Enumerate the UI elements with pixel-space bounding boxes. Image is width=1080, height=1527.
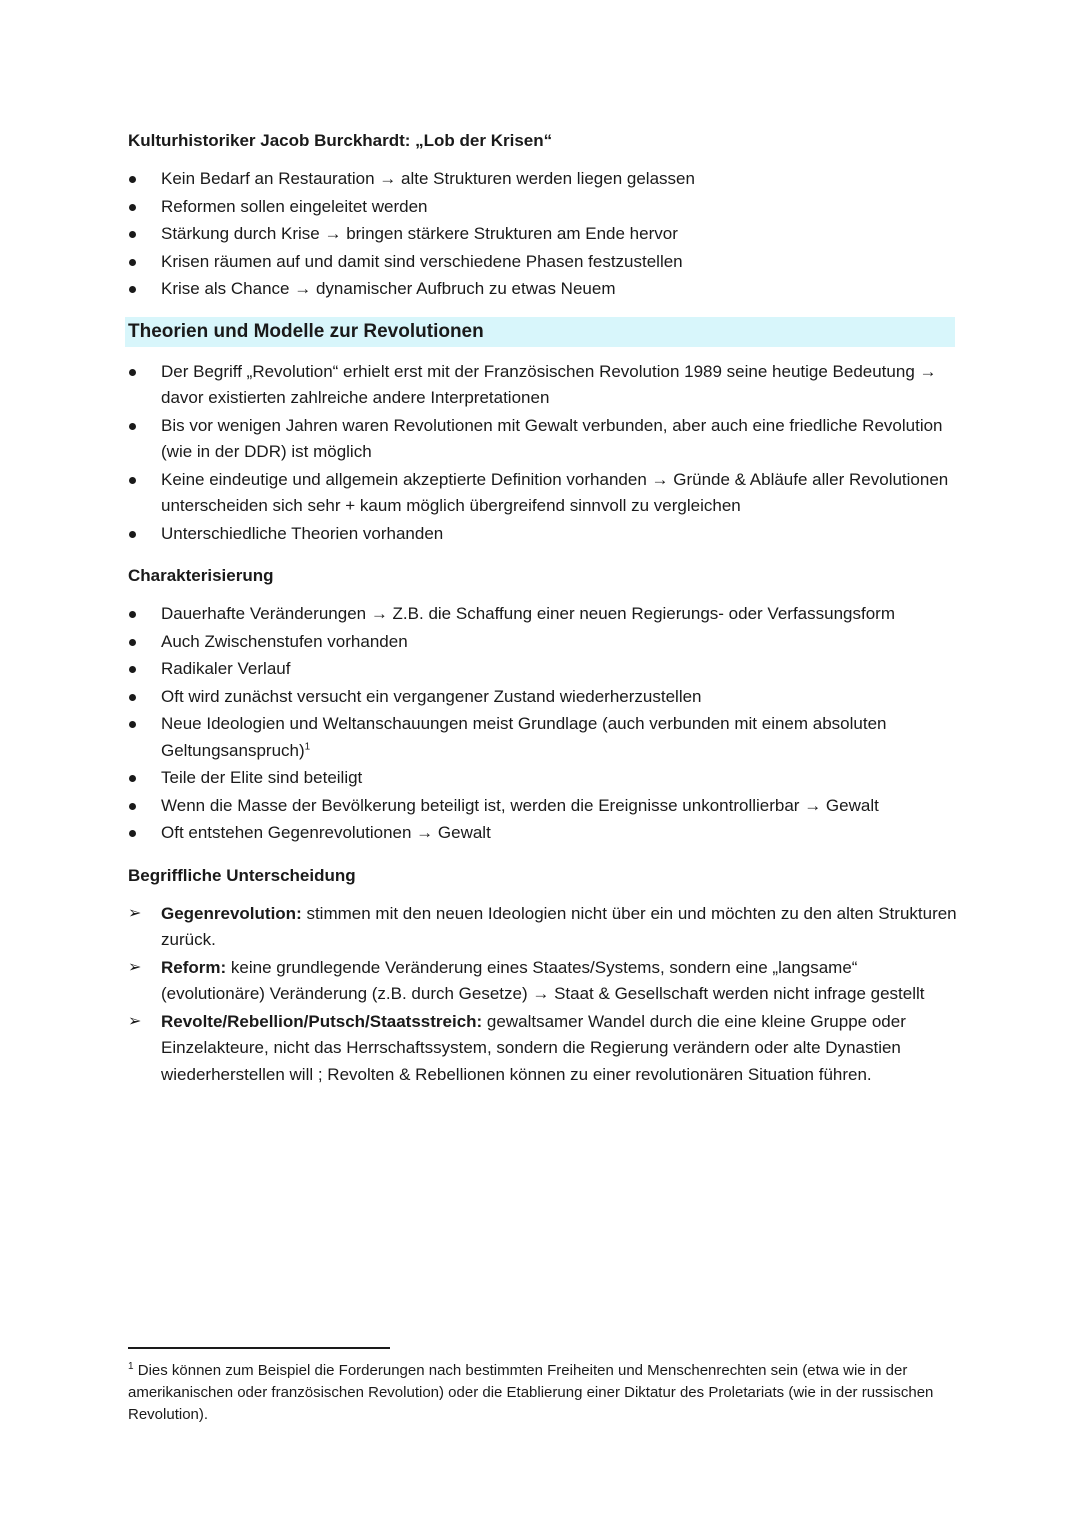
list-item: Wenn die Masse der Bevölkerung beteiligt ist, werden die Ereignisse unkontrollierbar → Gewalt	[161, 795, 879, 815]
list-item: Krise als Chance → dynamischer Aufbruch zu etwas Neuem	[161, 279, 616, 298]
begriffliche-list	[128, 901, 958, 1089]
list-item: Teile der Elite sind beteiligt	[161, 768, 363, 787]
footnote-separator	[128, 1347, 390, 1349]
list-item: Dauerhafte Veränderungen → Z.B. die Schaffung einer neuen Regierungs- oder Verfassungsform	[161, 604, 895, 623]
section-heading-begriffliche: Begriffliche Unterscheidung	[128, 865, 356, 885]
document-body	[128, 128, 958, 1089]
footnote	[128, 1360, 948, 1426]
list-item: Bis vor wenigen Jahren waren Revolutionen mit Gewalt verbunden, aber auch eine friedliche Revolution (wie in der DDR) ist möglich	[161, 415, 943, 461]
list-item: Neue Ideologien und Weltanschauungen meist Grundlage (auch verbunden mit einem absoluten Geltungsanspruch)$^1$	[161, 714, 887, 760]
arrow-bullet-icon: ➢	[128, 904, 142, 922]
arrow-bullet-icon: ➢	[128, 1012, 142, 1030]
list-item: Radikaler Verlauf	[161, 659, 291, 678]
section-heading-burckhardt: Kulturhistoriker Jacob Burckhardt: „Lob der Krisen“	[128, 131, 553, 150]
burckhardt-list	[128, 166, 958, 303]
list-item: Oft entstehen Gegenrevolutionen → Gewalt	[161, 823, 491, 842]
footnote-text: Dies können zum Beispiel die Forderungen nach bestimmten Freiheiten und Menschenrechten sein (etwa wie in der amerikanischen oder französischen Revolution) oder die Etablierung einer Diktatur des Proletariats (wie in der russischen Revolution).	[128, 1362, 934, 1423]
list-item: Oft wird zunächst versucht ein vergangener Zustand wiederherzustellen	[161, 686, 702, 706]
section-heading-theorien: Theorien und Modelle zur Revolutionen	[128, 320, 484, 342]
list-item: Auch Zwischenstufen vorhanden	[161, 631, 408, 651]
list-item: Stärkung durch Krise → bringen stärkere Strukturen am Ende hervor	[161, 224, 678, 243]
footnote-ref: 1	[304, 740, 311, 752]
list-item: ➢ Reform: keine grundlegende Veränderung eines Staates/Systems, sondern eine „langsame“ (evolutionäre) Veränderung (z.B. durch Gesetze) → Staat & Gesellschaft werden nicht infrage gestellt	[128, 955, 958, 1008]
list-item: ➢ Revolte/Rebellion/Putsch/Staatsstreich: gewaltsamer Wandel durch die eine kleine Gruppe oder Einzelakteure, nicht das Herrschaftssystem, sondern die Regierung verändern oder alte Dynastien wiederherstellen will ; Revolten & Rebellionen können zu einer revolutionären Situation führen.	[128, 1009, 958, 1089]
arrow-bullet-icon: ➢	[128, 958, 142, 976]
list-item: Kein Bedarf an Restauration → alte Strukturen werden liegen gelassen	[161, 169, 695, 188]
list-item: Unterschiedliche Theorien vorhanden	[161, 523, 444, 543]
list-item: Keine eindeutige und allgemein akzeptierte Definition vorhanden → Gründe & Abläufe aller Revolutionen unterscheiden sich sehr + kaum möglich übergreifend sinnvoll zu vergleichen	[161, 469, 949, 515]
highlight-band	[125, 317, 955, 347]
theorien-list	[128, 359, 958, 548]
list-item: Der Begriff „Revolution“ erhielt erst mit der Französischen Revolution 1989 seine heutige Bedeutung → davor existierten zahlreiche andere Interpretationen	[161, 361, 937, 407]
list-item: Krisen räumen auf und damit sind verschiedene Phasen festzustellen	[161, 251, 683, 271]
list-item: ➢ Gegenrevolution: stimmen mit den neuen Ideologien nicht über ein und möchten zu den alten Strukturen zurück.	[128, 901, 958, 954]
charakterisierung-list	[128, 601, 958, 847]
section-heading-charakterisierung: Charakterisierung	[128, 566, 274, 585]
footnote-number: 1	[128, 1361, 134, 1372]
list-item: Reformen sollen eingeleitet werden	[161, 196, 428, 216]
